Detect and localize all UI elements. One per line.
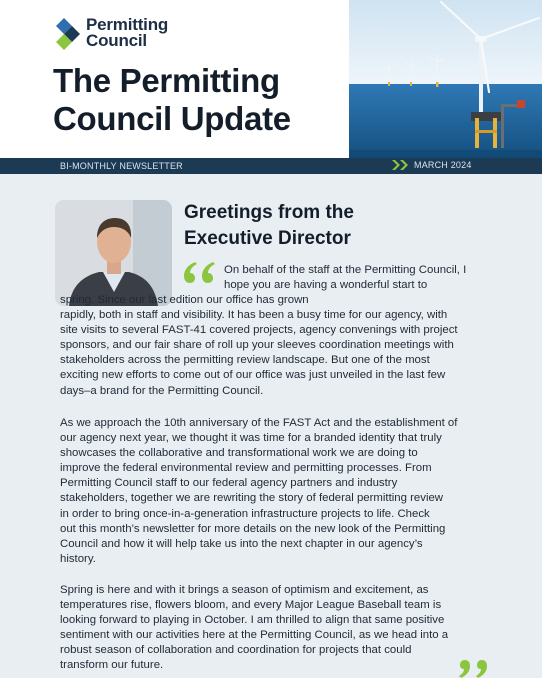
text-line: site visits to several FAST-41 covered projects, agency convenings with project — [60, 324, 458, 337]
paragraph-3 — [60, 583, 490, 674]
text-line: On behalf of the staff at the Permitting Council, I — [224, 264, 467, 276]
offshore-wind-turbine-photo — [349, 0, 542, 158]
heading-line-2: Executive Director — [184, 228, 351, 249]
text-line: As we approach the 10th anniversary of the FAST Act and the establishment of — [60, 417, 458, 429]
newsletter-band — [0, 158, 542, 174]
paragraph-1-intro — [224, 263, 496, 293]
text-line: stakeholders, together we are rewriting the story of federal permitting review — [60, 492, 444, 505]
text-line: improve the federal environmental review and permitting processes. From — [60, 462, 432, 475]
close-quote-icon — [458, 660, 490, 678]
text-line: Permitting Council staff to our federal agency partners and industry — [60, 477, 398, 490]
double-chevron-right-icon — [392, 160, 410, 170]
text-line: hope you are having a wonderful start to — [224, 279, 428, 292]
newsletter-title — [53, 62, 353, 138]
text-line: in order to bring once-in-a-generation infrastructure projects to life. Check — [60, 507, 430, 520]
permitting-council-logo-icon — [56, 16, 80, 50]
permitting-council-logo — [56, 16, 168, 50]
heading-line-1: Greetings from the — [184, 202, 354, 223]
executive-director-portrait — [55, 200, 172, 306]
text-line: stakeholders across the permitting review landscape. But one of the most — [60, 354, 430, 367]
text-line: Spring is here and with it brings a season of optimism and excitement, as — [60, 584, 429, 596]
text-line: sentiment with our activities here at the Permitting Council, as we head into a — [60, 629, 449, 642]
text-line: showcases the collaborative and transformational work we are doing to — [60, 447, 418, 460]
text-line: robust season of collaboration and coordination for projects that could — [60, 644, 412, 657]
paragraph-2 — [60, 416, 490, 567]
title-line-2: Council Update — [53, 100, 291, 137]
text-line: rapidly, both in staff and visibility. It has been a busy time for our agency, with — [60, 309, 448, 322]
issue-date — [392, 160, 472, 170]
newsletter-header — [0, 0, 542, 158]
logo-line-2: Council — [86, 31, 147, 50]
paragraph-1 — [60, 293, 496, 399]
text-line: days–a brand for the Permitting Council. — [60, 384, 264, 397]
frequency-label: BI-MONTHLY NEWSLETTER — [60, 161, 183, 171]
text-line: Council and how it will help take us into the next chapter in our agency’s — [60, 537, 423, 550]
text-line: spring. Since our last edition our office has grown — [60, 294, 309, 306]
article-heading — [184, 200, 484, 252]
logo-wordmark — [86, 17, 168, 49]
text-line: transform our future. — [60, 659, 164, 672]
title-line-1: The Permitting — [53, 62, 280, 99]
issue-date-label: MARCH 2024 — [414, 160, 472, 170]
text-line: sponsors, and our fair share of roll up your sleeves coordination meetings with — [60, 339, 454, 352]
text-line: out this month’s newsletter for more details on the new look of the Permitting — [60, 522, 446, 535]
open-quote-icon — [183, 262, 217, 284]
text-line: history. — [60, 552, 96, 565]
text-line: looking forward to playing in October. I am thrilled to align that same positive — [60, 614, 445, 627]
text-line: exciting new efforts to come out of our office was just unveiled in the last few — [60, 369, 446, 382]
logo-line-1: Permitting — [86, 15, 169, 34]
text-line: temperatures rise, flowers bloom, and every Major League Baseball team is — [60, 599, 442, 612]
text-line: our agency next year, we thought it was time for a branded identity that truly — [60, 432, 442, 445]
